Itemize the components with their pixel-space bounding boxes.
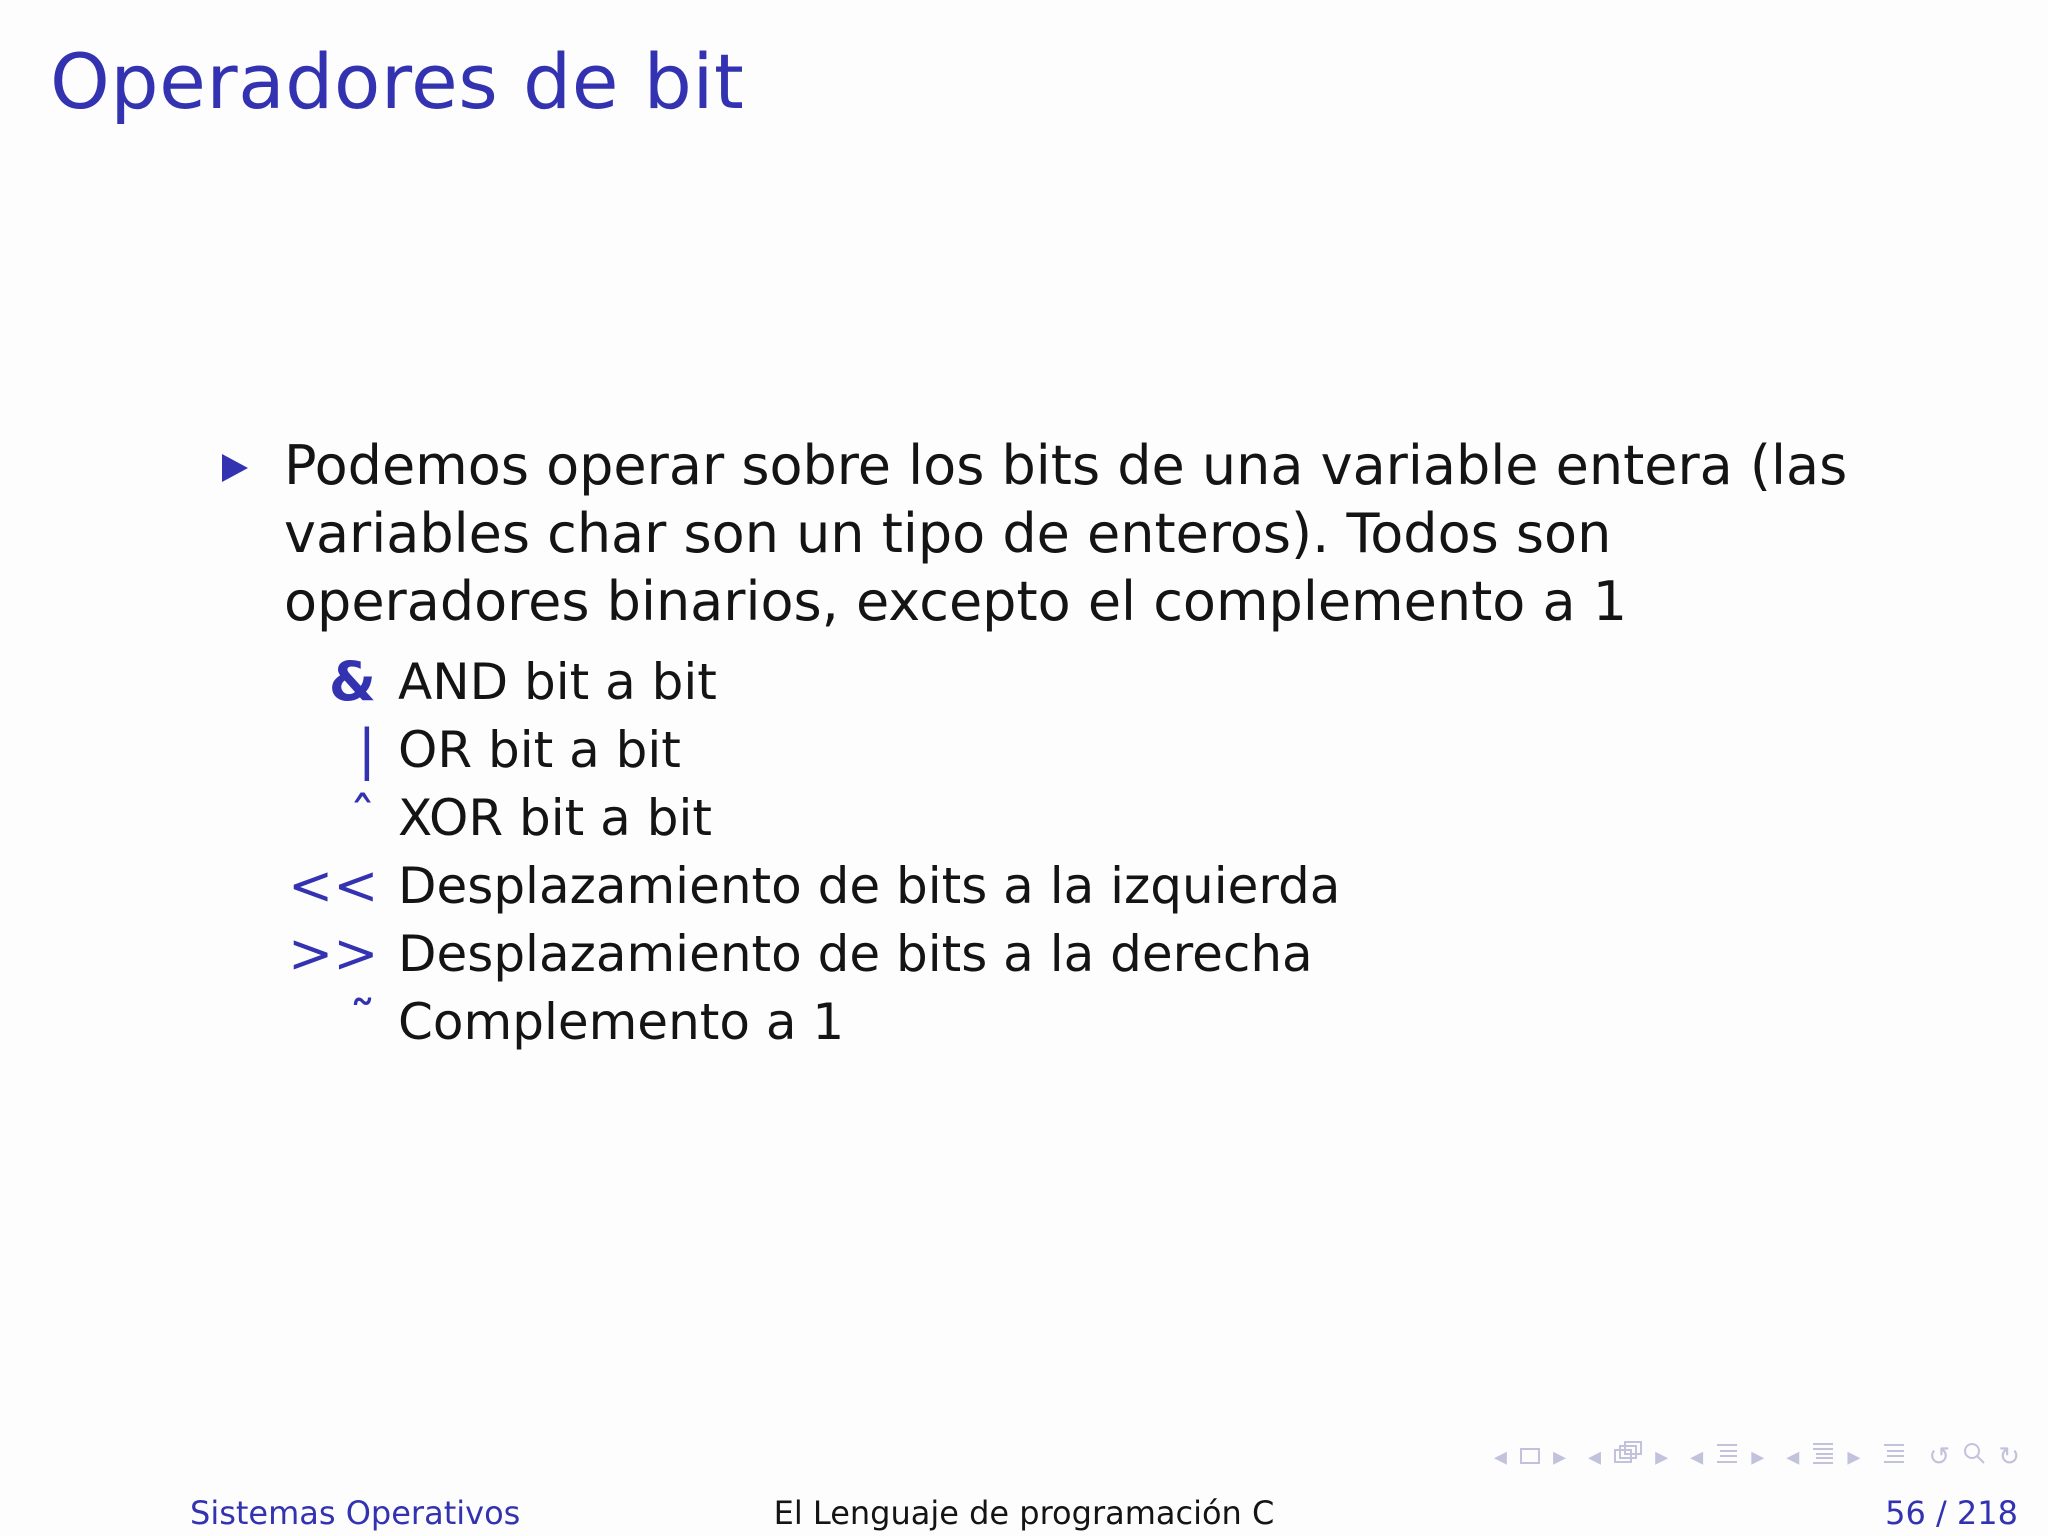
- nav-next-icon[interactable]: ▸: [1751, 1441, 1765, 1472]
- frame-icon[interactable]: [1519, 1442, 1541, 1472]
- contents-icon[interactable]: [1882, 1441, 1906, 1472]
- contents-nav: [1882, 1441, 1906, 1472]
- nav-prev-icon[interactable]: ◂: [1786, 1441, 1800, 1472]
- operator-row-shift-left: [222, 852, 1902, 920]
- subsection-icon[interactable]: [1613, 1440, 1643, 1473]
- operator-symbol: ˜: [349, 990, 376, 1053]
- operator-row-shift-right: [222, 920, 1902, 988]
- beamer-navigation-bar: [1494, 1440, 2020, 1473]
- footer-title: El Lenguaje de programación C: [773, 1494, 1275, 1532]
- nav-prev-icon[interactable]: ◂: [1690, 1441, 1704, 1472]
- bullet-item: [222, 432, 1902, 636]
- search-nav: [1928, 1441, 2020, 1472]
- operator-symbol: |: [357, 718, 376, 781]
- document-icon[interactable]: [1811, 1441, 1835, 1472]
- slide-title: Operadores de bit: [50, 37, 745, 126]
- subsection-nav: [1588, 1440, 1668, 1473]
- operator-symbol: >>: [288, 922, 379, 985]
- search-icon[interactable]: [1962, 1441, 1986, 1472]
- operator-row-or: [222, 716, 1902, 784]
- nav-next-icon[interactable]: ▸: [1655, 1441, 1669, 1472]
- operator-description: Complemento a 1: [398, 993, 845, 1051]
- slide-content: [222, 432, 1902, 1056]
- operator-row-and: [222, 648, 1902, 716]
- nav-prev-icon[interactable]: ◂: [1588, 1441, 1602, 1472]
- operator-description: AND bit a bit: [398, 653, 717, 711]
- operator-description: Desplazamiento de bits a la izquierda: [398, 857, 1341, 915]
- operator-row-complement: [222, 988, 1902, 1056]
- frame-nav: [1494, 1442, 1566, 1472]
- search-back-icon[interactable]: ↺: [1928, 1441, 1951, 1472]
- operator-description: Desplazamiento de bits a la derecha: [398, 925, 1313, 983]
- operator-symbol: &: [328, 650, 376, 713]
- nav-next-icon[interactable]: ▸: [1552, 1441, 1567, 1472]
- triangle-bullet-icon: [222, 454, 248, 482]
- footer-course: Sistemas Operativos: [190, 1494, 521, 1532]
- search-forward-icon[interactable]: ↻: [1998, 1441, 2020, 1472]
- footer: [0, 1488, 2048, 1536]
- page-number: 56 / 218: [1885, 1494, 2018, 1532]
- operator-description: XOR bit a bit: [398, 789, 712, 847]
- bullet-text: Podemos operar sobre los bits de una variable entera (las variables char son un tipo de enteros). Todos son operadores binarios, excepto el complemento a 1: [284, 434, 1848, 633]
- operator-description: OR bit a bit: [398, 721, 681, 779]
- nav-prev-icon[interactable]: ◂: [1493, 1441, 1507, 1472]
- section-nav: [1690, 1441, 1764, 1472]
- section-icon[interactable]: [1715, 1441, 1739, 1472]
- operator-list: [222, 648, 1902, 1056]
- operator-symbol: ˆ: [349, 786, 376, 849]
- nav-next-icon[interactable]: ▸: [1847, 1441, 1861, 1472]
- operator-symbol: <<: [288, 854, 379, 917]
- document-nav: [1786, 1441, 1860, 1472]
- operator-row-xor: [222, 784, 1902, 852]
